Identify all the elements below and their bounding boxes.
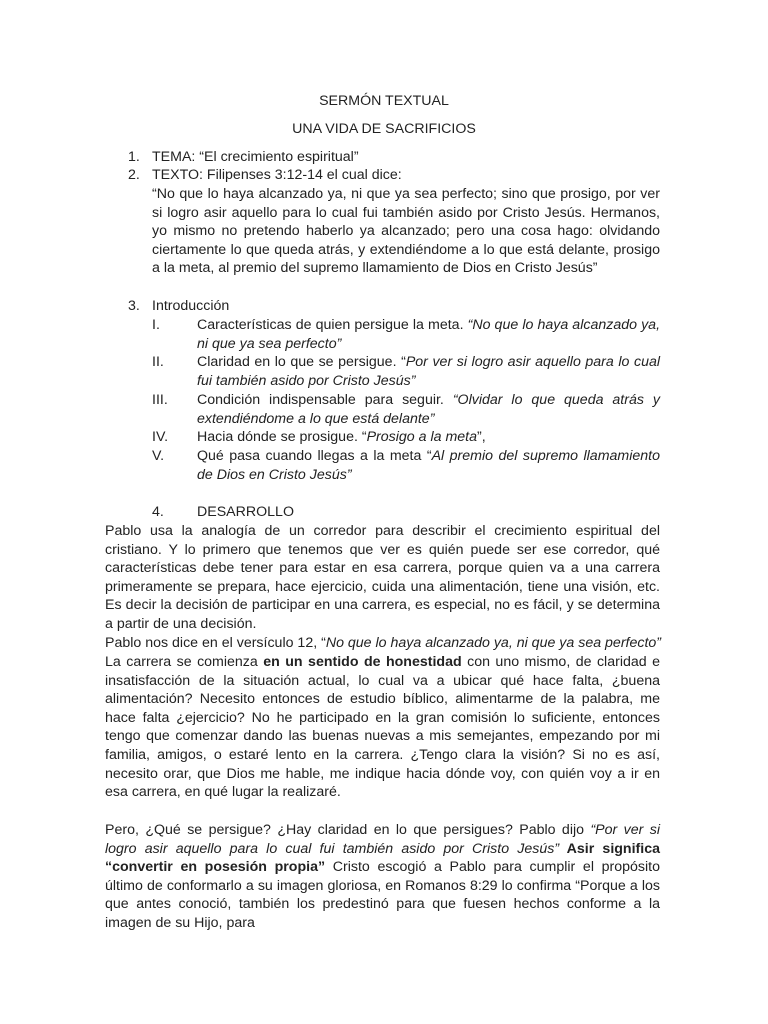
point-quote: Por ver si logro asir aquello para lo cual fui también asido por Cristo Jesús” bbox=[197, 354, 660, 389]
paragraph-text: Cristo escogió a Pablo para cumplir el propósito último de conformarlo a su imagen gloriosa, en Romanos 8:29 lo confirma “Porque a los que antes conoció, también los predestinó para que fuesen hechos conforme a la imagen de su Hijo, para bbox=[105, 859, 661, 931]
item-number: 1. bbox=[128, 149, 140, 165]
document-title: SERMÓN TEXTUAL bbox=[319, 93, 449, 109]
item-number: 2. bbox=[128, 167, 140, 183]
item-number: 4. bbox=[152, 504, 164, 520]
point-numeral: V. bbox=[152, 448, 165, 464]
item-number: 3. bbox=[128, 298, 140, 314]
paragraph-text: Pero, ¿Qué se persigue? ¿Hay claridad en lo que persigues? Pablo dijo bbox=[105, 822, 591, 838]
point-numeral: II. bbox=[152, 354, 164, 370]
intro-point bbox=[197, 353, 660, 390]
point-text: Condición indispensable para seguir. bbox=[197, 392, 453, 408]
point-text: Qué pasa cuando llegas a la meta “ bbox=[197, 448, 432, 464]
point-numeral: IV. bbox=[152, 429, 169, 445]
intro-point bbox=[197, 447, 660, 484]
intro-heading: Introducción bbox=[152, 298, 230, 314]
scripture-quote: “No que lo haya alcanzado ya, ni que ya sea perfecto; sino que prosigo, por ver si logro asir aquello para lo cual fui también asido por Cristo Jesús. Hermanos, yo mismo no pretendo haberlo ya alcanzado; pero una cosa hago: olvidando ciertamente lo que queda atrás, y extendiéndome a lo que está delante, prosigo a la meta, al premio del supremo llamamiento de Dios en Cristo Jesús” bbox=[152, 186, 660, 277]
paragraph-text: con uno mismo, de claridad e insatisfacción de la situación actual, lo cual va a ubicar qué hace falta, ¿buena alimentación? Necesito entonces de estudio bíblico, alimentarme de la palabra, me hace falta ¿ejercicio? No he participado en la gran comisión lo suficiente, entonces tengo que comenzar dando las buenas nuevas a mis semejantes, empezando por mi familia, amigos, o estaré lento en la carrera. ¿Tengo clara la visión? Si no es así, necesito orar, que Dios me hable, me indique hacia dónde voy, con quién voy a ir en esa carrera, en qué lugar la realizaré. bbox=[105, 654, 660, 801]
paragraph-1: Pablo usa la analogía de un corredor para describir el crecimiento espiritual del cristiano. Y lo primero que tenemos que ver es quién puede ser ese corredor, qué características debe tener para estar en esa carrera, porque quien va a una carrera primeramente se prepara, hace ejercicio, cuida una alimentación, tiene una visión, etc. Es decir la decisión de participar en una carrera, es especial, no es fácil, y se determina a partir de una decisión. bbox=[105, 523, 660, 632]
point-numeral: III. bbox=[152, 392, 168, 408]
paragraph-4 bbox=[105, 821, 660, 933]
point-text: Características de quien persigue la meta. bbox=[197, 317, 468, 333]
emphasis-text: Asir significa “convertir en posesión propia” bbox=[105, 840, 660, 876]
intro-point bbox=[197, 391, 660, 428]
paragraph-3 bbox=[105, 653, 660, 802]
point-quote: “No que lo haya alcanzado ya, ni que ya sea perfecto” bbox=[197, 317, 661, 352]
document-subtitle: UNA VIDA DE SACRIFICIOS bbox=[292, 121, 476, 137]
point-numeral: I. bbox=[152, 317, 160, 333]
paragraph-text: Pablo nos dice en el versículo 12, “ bbox=[105, 635, 326, 651]
development-heading: DESARROLLO bbox=[197, 504, 294, 520]
point-quote: “Olvidar lo que queda atrás y extendiéndome a lo que está delante” bbox=[197, 392, 660, 427]
point-text: Claridad en lo que se persigue. “ bbox=[197, 354, 406, 370]
point-quote: Al premio del supremo llamamiento de Dios en Cristo Jesús” bbox=[197, 448, 660, 483]
intro-point bbox=[197, 316, 660, 353]
point-quote: Prosigo a la meta bbox=[366, 429, 477, 445]
paragraph-2 bbox=[105, 634, 660, 653]
paragraph-quote: “Por ver si logro asir aquello para lo cual fui también asido por Cristo Jesús” bbox=[105, 822, 661, 857]
emphasis-text: en un sentido de honestidad bbox=[263, 654, 462, 670]
paragraph-text: La carrera se comienza bbox=[105, 654, 264, 670]
text-item: TEXTO: Filipenses 3:12-14 el cual dice: bbox=[152, 167, 402, 183]
point-tail: ”, bbox=[476, 429, 486, 445]
paragraph-quote: No que lo haya alcanzado ya, ni que ya sea perfecto” bbox=[325, 635, 662, 651]
theme-item: TEMA: “El crecimiento espiritual” bbox=[152, 149, 359, 165]
intro-point bbox=[197, 428, 660, 447]
point-text: Hacia dónde se prosigue. “ bbox=[197, 429, 367, 445]
